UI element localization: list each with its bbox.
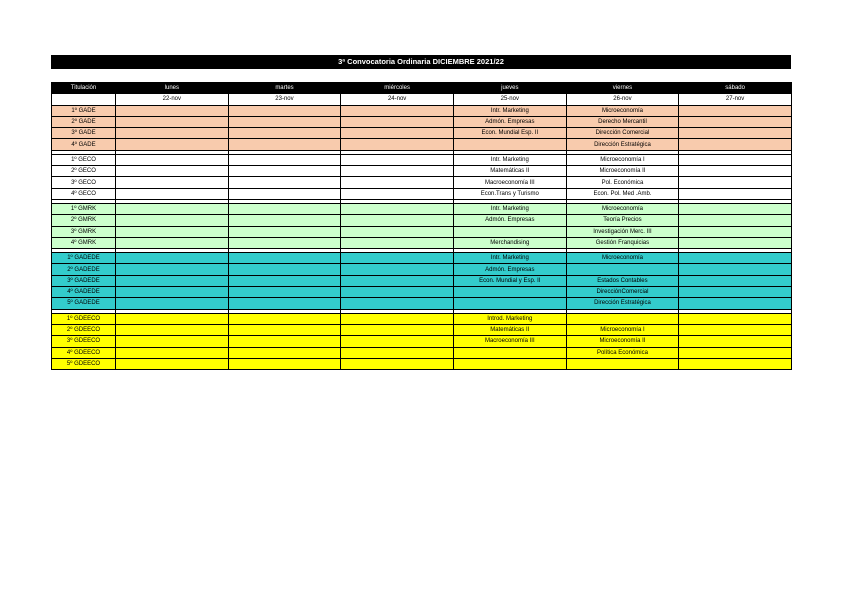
table-cell — [228, 358, 341, 369]
row-label: 5º GADEDE — [52, 298, 116, 309]
table-cell: Dirección Estratégica — [566, 298, 679, 309]
table-cell: DirecciónComercial — [566, 287, 679, 298]
table-cell — [566, 313, 679, 324]
table-cell — [116, 287, 229, 298]
table-row — [52, 313, 792, 324]
table-cell — [228, 287, 341, 298]
table-cell — [116, 298, 229, 309]
table-cell — [116, 226, 229, 237]
table-cell — [228, 105, 341, 116]
table-cell — [341, 226, 454, 237]
row-label: 3º GADE — [52, 128, 116, 139]
row-label: 2º GADE — [52, 116, 116, 127]
table-cell — [679, 105, 792, 116]
table-cell — [679, 324, 792, 335]
table-cell — [341, 203, 454, 214]
table-row — [52, 287, 792, 298]
table-row — [52, 253, 792, 264]
table-cell — [228, 139, 341, 150]
table-cell: Admón. Empresas — [453, 215, 566, 226]
table-cell: Microeconomía II — [566, 336, 679, 347]
table-cell: lunes — [116, 83, 229, 94]
table-cell: Microeconomía I — [566, 154, 679, 165]
table-cell: 23-nov — [228, 94, 341, 105]
table-cell — [228, 264, 341, 275]
table-cell — [116, 253, 229, 264]
table-row — [52, 188, 792, 199]
row-label: 2º GECO — [52, 166, 116, 177]
table-cell — [116, 154, 229, 165]
table-cell — [228, 313, 341, 324]
table-cell — [679, 166, 792, 177]
header-row — [52, 83, 792, 94]
table-cell — [679, 116, 792, 127]
table-cell — [116, 116, 229, 127]
table-cell — [341, 275, 454, 286]
table-cell — [116, 215, 229, 226]
row-label: 2º GMRK — [52, 215, 116, 226]
exam-schedule-table — [51, 82, 792, 370]
table-cell — [679, 287, 792, 298]
table-row — [52, 226, 792, 237]
table-cell — [566, 358, 679, 369]
table-cell — [679, 188, 792, 199]
row-label: 5º GDEECO — [52, 358, 116, 369]
table-cell — [228, 298, 341, 309]
table-cell: Macroeconomía III — [453, 336, 566, 347]
table-cell: Merchandising — [453, 237, 566, 248]
dates-row — [52, 94, 792, 105]
table-row — [52, 166, 792, 177]
table-cell: Matemáticas II — [453, 166, 566, 177]
table-cell — [341, 324, 454, 335]
table-cell — [453, 358, 566, 369]
row-label: 2º GDEECO — [52, 324, 116, 335]
table-cell: Econ.Trans y Turismo — [453, 188, 566, 199]
table-row — [52, 105, 792, 116]
table-cell — [116, 275, 229, 286]
table-cell: sábado — [679, 83, 792, 94]
table-cell: Derecho Mercantil — [566, 116, 679, 127]
table-cell — [679, 203, 792, 214]
table-cell: Microeconomía — [566, 253, 679, 264]
table-cell — [228, 177, 341, 188]
table-cell — [116, 188, 229, 199]
table-cell: Intr. Marketing — [453, 203, 566, 214]
table-cell — [341, 358, 454, 369]
table-row — [52, 116, 792, 127]
row-label: 2º GADEDE — [52, 264, 116, 275]
table-cell — [116, 177, 229, 188]
table-cell — [679, 275, 792, 286]
table-cell — [228, 116, 341, 127]
table-cell: Gestión Franquicias — [566, 237, 679, 248]
table-cell: Matemáticas II — [453, 324, 566, 335]
table-cell — [566, 264, 679, 275]
row-label: 1º GDEECO — [52, 313, 116, 324]
row-label: 4º GADE — [52, 139, 116, 150]
table-cell: Microeconomía II — [566, 166, 679, 177]
table-cell — [679, 139, 792, 150]
row-label: 4º GDEECO — [52, 347, 116, 358]
table-cell — [341, 177, 454, 188]
table-row — [52, 298, 792, 309]
table-cell: Intr. Marketing — [453, 105, 566, 116]
table-row — [52, 336, 792, 347]
table-cell: Macroeconomía III — [453, 177, 566, 188]
row-label — [52, 94, 116, 105]
table-cell — [453, 347, 566, 358]
table-cell — [341, 188, 454, 199]
table-cell — [679, 128, 792, 139]
table-cell — [228, 275, 341, 286]
table-cell — [116, 203, 229, 214]
table-cell — [453, 226, 566, 237]
table-cell — [341, 313, 454, 324]
table-cell: miércoles — [341, 83, 454, 94]
table-cell — [341, 264, 454, 275]
table-cell — [679, 215, 792, 226]
table-cell: Dirección Comercial — [566, 128, 679, 139]
row-label: 1º GADEDE — [52, 253, 116, 264]
table-cell — [341, 253, 454, 264]
row-label: 1º GECO — [52, 154, 116, 165]
table-cell — [341, 347, 454, 358]
table-cell — [679, 336, 792, 347]
table-cell — [341, 298, 454, 309]
table-cell — [228, 324, 341, 335]
table-cell — [341, 139, 454, 150]
table-cell — [116, 105, 229, 116]
table-row — [52, 347, 792, 358]
table-cell — [116, 336, 229, 347]
table-cell — [116, 264, 229, 275]
table-cell — [679, 253, 792, 264]
table-cell — [116, 139, 229, 150]
table-cell: Pol. Económica — [566, 177, 679, 188]
table-cell: Admón. Empresas — [453, 264, 566, 275]
table-cell — [679, 298, 792, 309]
table-row — [52, 264, 792, 275]
row-label: 4º GECO — [52, 188, 116, 199]
table-cell — [679, 358, 792, 369]
table-row — [52, 237, 792, 248]
table-cell — [679, 237, 792, 248]
table-cell — [679, 177, 792, 188]
table-cell — [679, 154, 792, 165]
table-cell: 27-nov — [679, 94, 792, 105]
page-title: 3ª Convocatoria Ordinaria DICIEMBRE 2021/22 — [51, 55, 791, 69]
table-cell — [341, 105, 454, 116]
table-cell — [228, 226, 341, 237]
table-row — [52, 128, 792, 139]
table-cell — [453, 298, 566, 309]
table-cell: 22-nov — [116, 94, 229, 105]
row-label: Titulación — [52, 83, 116, 94]
table-cell: Microeconomía I — [566, 324, 679, 335]
table-cell: viernes — [566, 83, 679, 94]
row-label: 3º GADEDE — [52, 275, 116, 286]
row-label: 1º GMRK — [52, 203, 116, 214]
row-label: 3º GECO — [52, 177, 116, 188]
table-cell — [341, 154, 454, 165]
table-cell: Estados Contables — [566, 275, 679, 286]
table-cell — [341, 215, 454, 226]
table-cell — [341, 287, 454, 298]
table-cell: Intr. Marketing — [453, 253, 566, 264]
table-cell: Econ. Pol. Med .Amb. — [566, 188, 679, 199]
table-cell: Investigación Merc. III — [566, 226, 679, 237]
table-cell: 26-nov — [566, 94, 679, 105]
table-cell — [453, 287, 566, 298]
table-cell: Dirección Estratégica — [566, 139, 679, 150]
table-cell — [228, 154, 341, 165]
table-cell — [228, 203, 341, 214]
table-row — [52, 324, 792, 335]
row-label: 4º GMRK — [52, 237, 116, 248]
table-cell: Econ. Mundial Esp. II — [453, 128, 566, 139]
table-row — [52, 275, 792, 286]
table-row — [52, 215, 792, 226]
table-cell: martes — [228, 83, 341, 94]
table-cell: Intr. Marketing — [453, 154, 566, 165]
table-cell: 25-nov — [453, 94, 566, 105]
table-cell: Introd. Marketing — [453, 313, 566, 324]
table-cell — [228, 336, 341, 347]
table-row — [52, 177, 792, 188]
table-cell — [341, 128, 454, 139]
table-cell — [116, 358, 229, 369]
table-cell: Admón. Empresas — [453, 116, 566, 127]
row-label: 1º GADE — [52, 105, 116, 116]
table-cell: jueves — [453, 83, 566, 94]
table-row — [52, 154, 792, 165]
table-row — [52, 139, 792, 150]
table-cell: 24-nov — [341, 94, 454, 105]
table-cell — [679, 313, 792, 324]
row-label: 4º GADEDE — [52, 287, 116, 298]
table-cell — [116, 347, 229, 358]
table-cell — [116, 166, 229, 177]
table-cell — [453, 139, 566, 150]
table-cell — [228, 347, 341, 358]
table-cell: Microeconomía — [566, 203, 679, 214]
table-cell — [341, 166, 454, 177]
table-cell — [679, 347, 792, 358]
table-cell — [228, 237, 341, 248]
table-cell — [116, 237, 229, 248]
table-cell — [341, 336, 454, 347]
table-cell — [679, 264, 792, 275]
table-cell — [116, 313, 229, 324]
table-cell — [116, 128, 229, 139]
table-cell — [228, 166, 341, 177]
table-row — [52, 203, 792, 214]
table-cell — [341, 237, 454, 248]
table-cell: Microeconomía — [566, 105, 679, 116]
table-row — [52, 358, 792, 369]
row-label: 3º GMRK — [52, 226, 116, 237]
table-cell — [341, 116, 454, 127]
table-cell: Teoría Precios — [566, 215, 679, 226]
table-cell — [228, 128, 341, 139]
row-label: 3º GDEECO — [52, 336, 116, 347]
table-cell — [228, 188, 341, 199]
table-cell — [116, 324, 229, 335]
table-cell — [679, 226, 792, 237]
table-cell: Política Económica — [566, 347, 679, 358]
table-cell — [228, 215, 341, 226]
table-cell — [228, 253, 341, 264]
table-cell: Econ. Mundial y Esp. II — [453, 275, 566, 286]
